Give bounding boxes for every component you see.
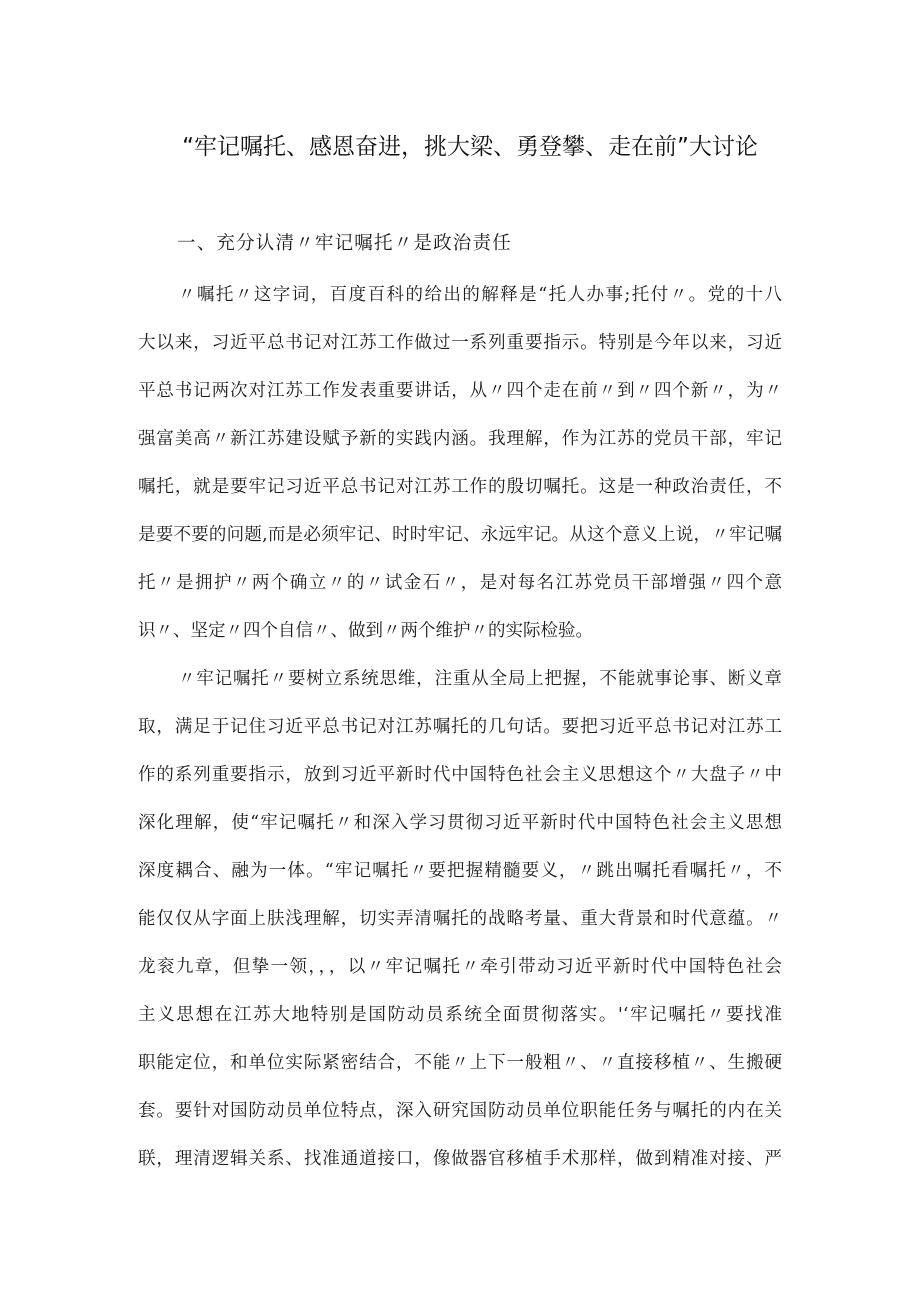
paragraph-line: 能仅仅从字面上肤浅理解，切实弄清嘱托的战略考量、重大背景和时代意蕴。〃 (138, 909, 782, 929)
paragraph-line: 〃牢记嘱托〃要树立系统思维，注重从全局上把握，不能就事论事、断义章 (178, 669, 782, 689)
paragraph-line: 取，满足于记住习近平总书记对江苏嘱托的几句话。要把习近平总书记对江苏工 (138, 717, 782, 737)
paragraph-line: 托〃是拥护〃两个确立〃的〃试金石〃，是对每名江苏党员干部增强〃四个意 (138, 573, 782, 593)
paragraph-line: 联，理清逻辑关系、找准通道接口，像做器官移植手术那样，做到精准对接、严 (138, 1149, 782, 1169)
paragraph-line: 〃嘱托〃这字词，百度百科的给出的解释是“托人办事;托付〃。党的十八 (178, 285, 782, 305)
paragraph-line: 识〃、坚定〃四个自信〃、做到〃两个维护〃的实际检验。 (138, 621, 593, 641)
paragraph-line: 龙衮九章，但挚一领，，，以〃牢记嘱托〃牵引带动习近平新时代中国特色社会 (138, 957, 782, 977)
paragraph-line: 平总书记两次对江苏工作发表重要讲话，从〃四个走在前〃到〃四个新〃，为〃 (138, 381, 782, 401)
paragraph-line: 深度耦合、融为一体。“牢记嘱托〃要把握精髓要义，〃跳出嘱托看嘱托〃，不 (138, 861, 782, 881)
paragraph-line: 是要不要的问题,而是必须牢记、时时牢记、永远牢记。从这个意义上说，〃牢记嘱 (138, 525, 782, 545)
document-title: “牢记嘱托、感恩奋进，挑大梁、勇登攀、走在前”大讨论 (182, 134, 758, 160)
paragraph-line: 主义思想在江苏大地特别是国防动员系统全面贯彻落实。'‘牢记嘱托〃要找准 (138, 1005, 782, 1025)
paragraph-line: 作的系列重要指示，放到习近平新时代中国特色社会主义思想这个〃大盘子〃中 (138, 765, 782, 785)
paragraph-line: 强富美高〃新江苏建设赋予新的实践内涵。我理解，作为江苏的党员干部，牢记 (138, 429, 782, 449)
section-heading-1: 一、充分认清〃牢记嘱托〃是政治责任 (177, 233, 512, 254)
paragraph-line: 大以来，习近平总书记对江苏工作做过一系列重要指示。特别是今年以来，习近 (138, 333, 782, 353)
paragraph-line: 套。要针对国防动员单位特点，深入研究国防动员单位职能任务与嘱托的内在关 (138, 1101, 782, 1121)
paragraph-line: 深化理解，使“牢记嘱托〃和深入学习贯彻习近平新时代中国特色社会主义思想 (138, 813, 782, 833)
paragraph-line: 职能定位，和单位实际紧密结合，不能〃上下一般粗〃、〃直接移植〃、生搬硬 (138, 1053, 782, 1073)
paragraph-line: 嘱托，就是要牢记习近平总书记对江苏工作的殷切嘱托。这是一种政治责任，不 (138, 477, 782, 497)
